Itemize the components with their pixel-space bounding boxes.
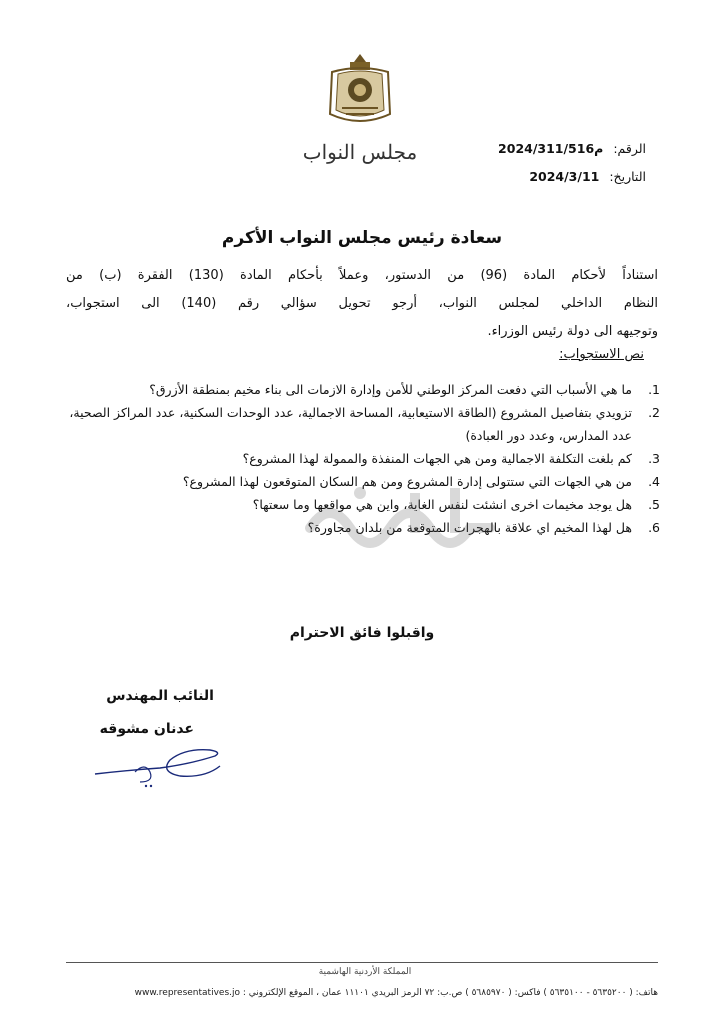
reference-label: الرقم: (613, 141, 646, 156)
footer-emblem: المملكة الأردنية الهاشمية (318, 967, 412, 977)
reference-block (498, 135, 646, 191)
question-number: 4. (648, 474, 660, 489)
reference-number: م2024/311/516 (498, 141, 604, 156)
footer-contact (66, 988, 658, 998)
parliament-logo: مجلس النواب (302, 140, 418, 164)
reference-number-line (498, 135, 646, 163)
date-label: التاريخ: (609, 169, 646, 184)
royal-crest-icon (320, 50, 400, 130)
signer-name: عدنان مشوقه (99, 721, 194, 737)
date-line (498, 163, 646, 191)
section-heading: نص الاستجواب: (559, 347, 644, 362)
question-text: هل يوجد مخيمات اخرى انشئت لنفس الغاية، واين هي مواقعها وما سعتها؟ (252, 497, 632, 512)
question-text: من هي الجهات التي ستتولى إدارة المشروع ومن هم السكان المتوقعون لهذا المشروع؟ (182, 474, 632, 489)
question-text: كم بلغت التكلفة الاجمالية ومن هي الجهات المنفذة والممولة لهذا المشروع؟ (242, 451, 632, 466)
question-text: ما هي الأسباب التي دفعت المركز الوطني للأمن وإدارة الازمات الى بناء مخيم بمنطقة الأزرق؟ (149, 382, 632, 397)
question-number: 1. (648, 382, 660, 397)
intro-line: وتوجيهه الى دولة رئيس الوزراء. (487, 324, 658, 339)
handwritten-signature (90, 742, 230, 792)
question-text: تزويدي بتفاصيل المشروع (الطاقة الاستيعابية، المساحة الاجمالية، عدد الوحدات السكنية، عدد المراكز الصحية، عدد المدارس، وعدد دور العبادة) (69, 405, 632, 443)
watermark-logo (300, 468, 500, 558)
footer-divider (66, 962, 658, 963)
question-number: 6. (648, 520, 660, 535)
question-item (66, 378, 660, 401)
date-value: 2024/3/11 (529, 169, 600, 184)
website-link[interactable]: www.representatives.jo (134, 988, 241, 998)
question-item (66, 401, 660, 447)
closing-remark: واقبلوا فائق الاحترام (289, 625, 435, 641)
intro-paragraph (66, 262, 658, 346)
salutation: سعادة رئيس مجلس النواب الأكرم (221, 228, 503, 248)
question-text: هل لهذا المخيم اي علاقة بالهجرات المتوقعة من بلدان مجاورة؟ (307, 520, 632, 535)
question-item (66, 447, 660, 470)
footer-contact-text: هاتف: ( ٥٦٣٥٢٠٠ - ٥٦٣٥١٠٠ ) فاكس: ( ٥٦٨٥٩٧٠ ) ص.ب: ٧٢ الرمز البريدي ١١١٠١ عمان ، الموقع الإلكتروني : (242, 988, 658, 998)
question-number: 5. (648, 497, 660, 512)
intro-line: استناداً لأحكام المادة (96) من الدستور، وعملاً بأحكام المادة (130) الفقرة (ب) من (66, 268, 658, 283)
intro-line: النظام الداخلي لمجلس النواب، أرجو تحويل سؤالي رقم (140) الى استجواب، (66, 296, 658, 311)
signer-title: النائب المهندس (106, 688, 214, 704)
question-number: 2. (648, 405, 660, 420)
question-number: 3. (648, 451, 660, 466)
